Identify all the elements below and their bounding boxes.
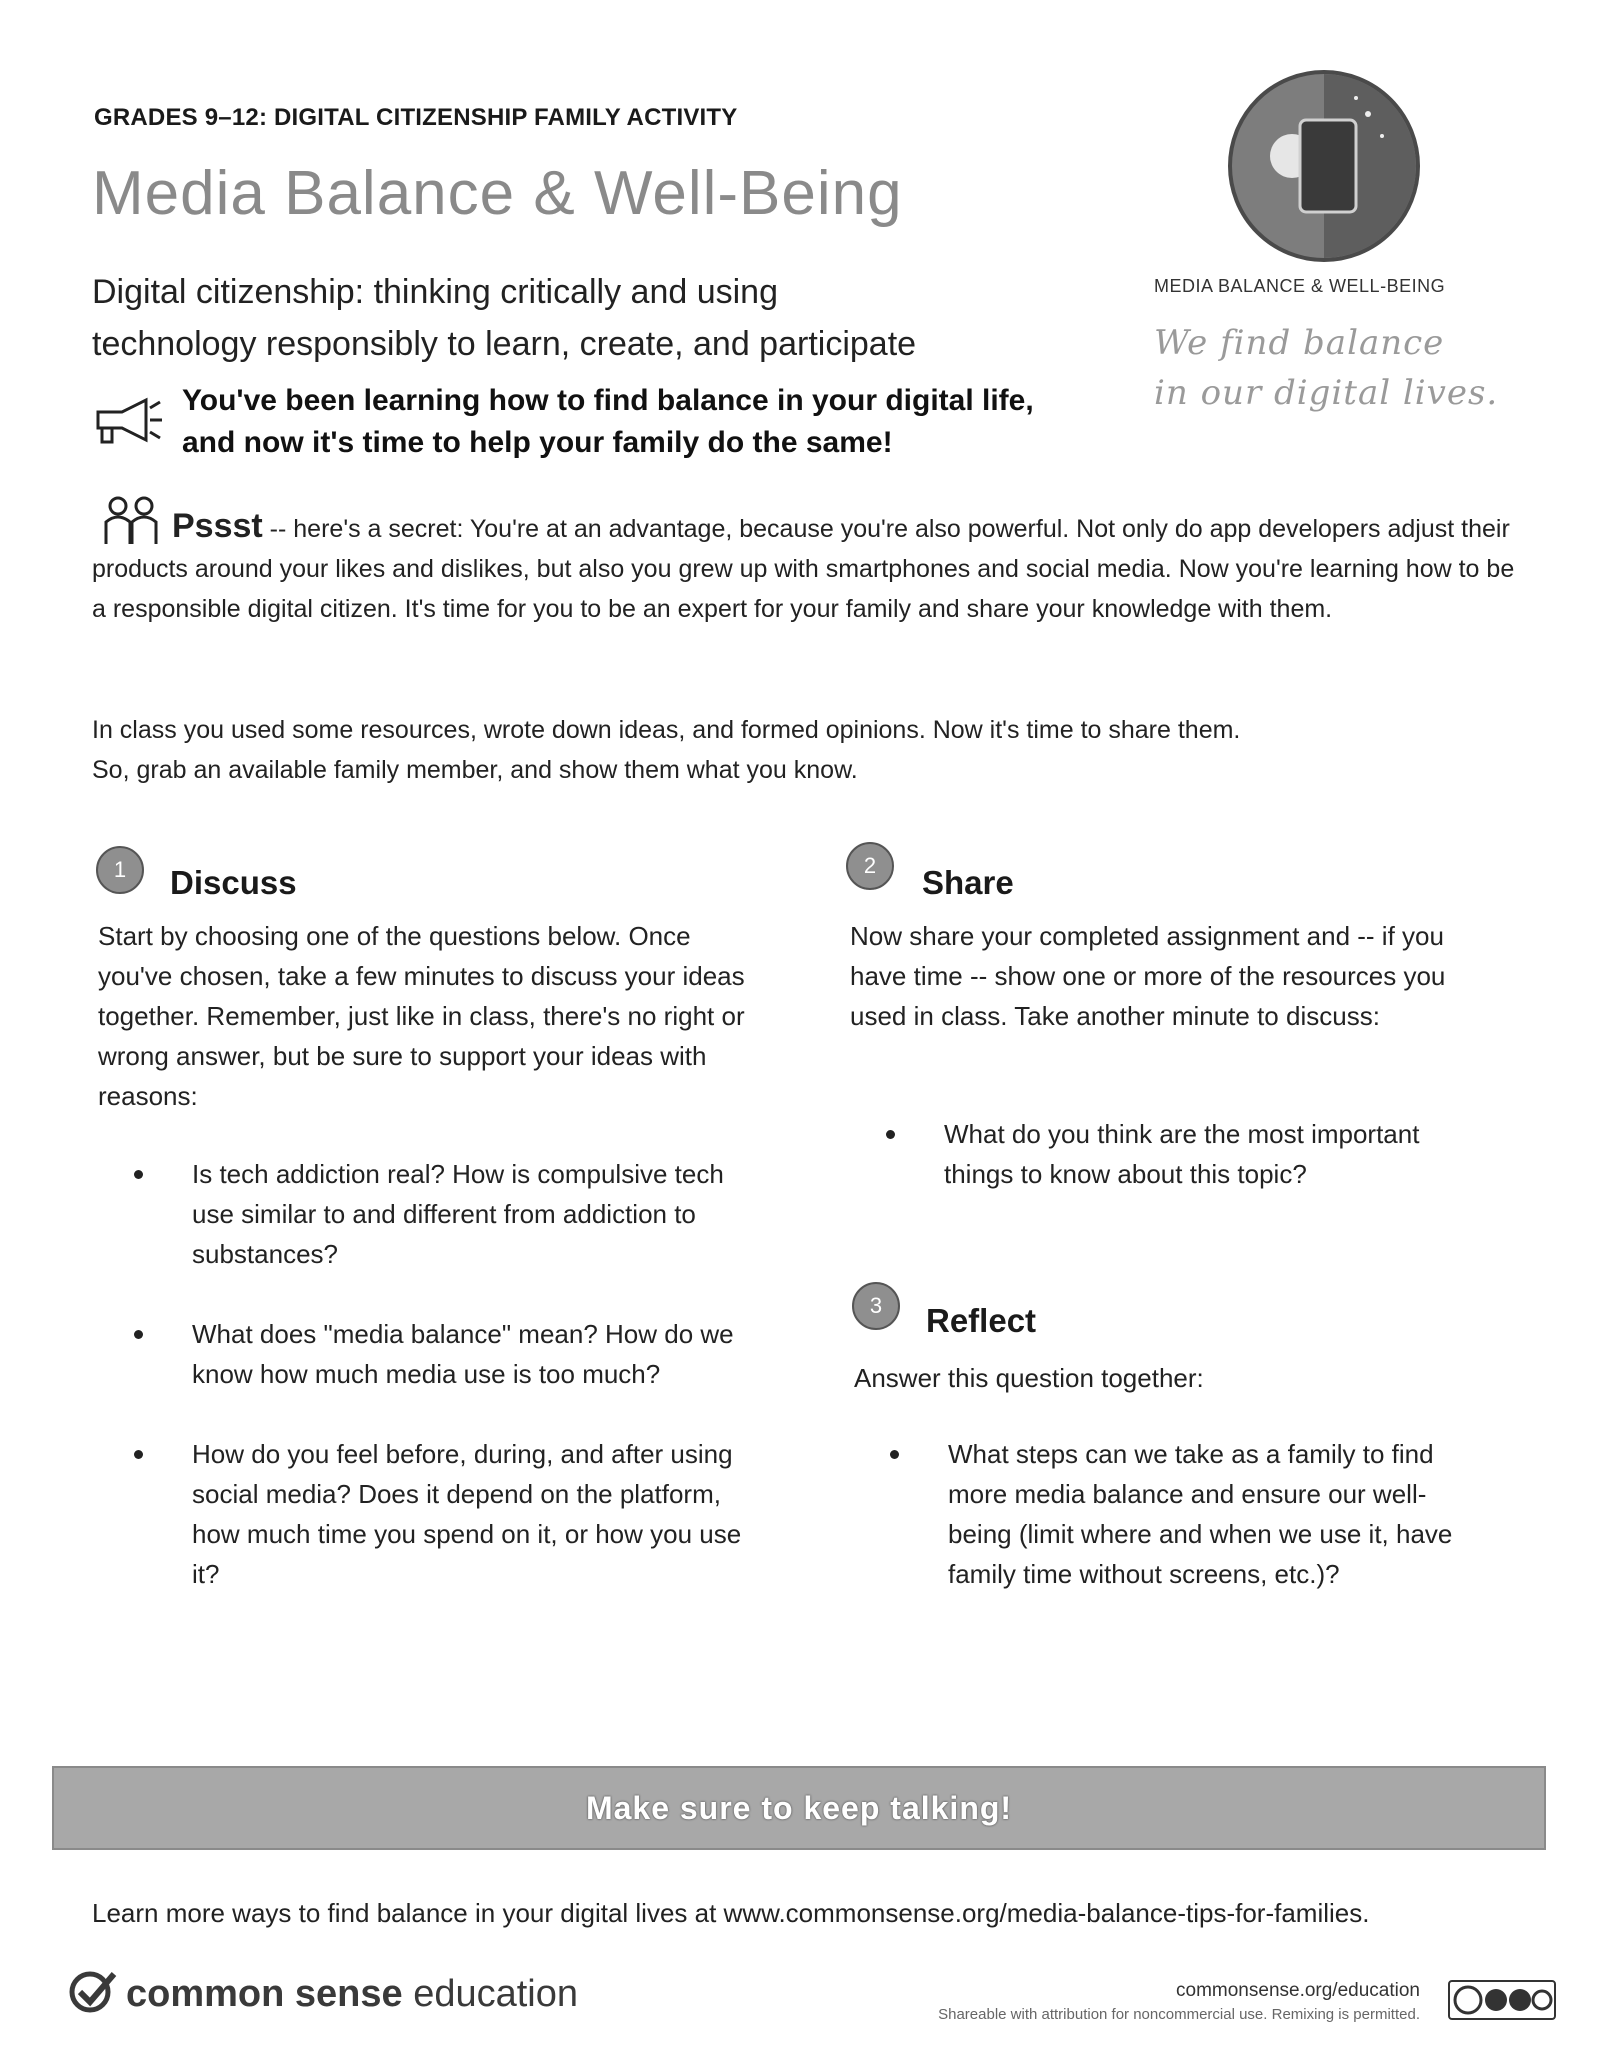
footer-url[interactable]: commonsense.org/education (1176, 1980, 1420, 2001)
brand-strong: common sense (126, 1973, 403, 2015)
megaphone-icon (92, 394, 164, 450)
discuss-title: Discuss (170, 864, 297, 901)
reflect-number-badge: 3 (852, 1282, 900, 1330)
callout (182, 380, 1082, 464)
brand-light: education (402, 1973, 579, 2015)
share-number-badge: 2 (846, 842, 894, 890)
share-questions (850, 1114, 1470, 1234)
motto-line-1: We find balance (1154, 323, 1445, 363)
keep-talking-banner (52, 1766, 1546, 1850)
list-item: Is tech addiction real? How is compulsive tech use similar to and different from addiction to substances? (98, 1154, 758, 1274)
pssst-paragraph (92, 506, 1522, 629)
bullet-icon (134, 1170, 143, 1179)
callout-line-1: You've been learning how to find balance in your digital life, (182, 384, 1034, 417)
brand-logo (68, 1968, 578, 2016)
reflect-questions (854, 1434, 1474, 1634)
badge-logo (1228, 70, 1420, 262)
list-item: How do you feel before, during, and after using social media? Does it depend on the platform, how much time you spend on it, or how you use it? (98, 1434, 758, 1594)
balance-icon (1232, 74, 1416, 258)
class-paragraph (92, 710, 1522, 790)
discuss-questions (98, 1154, 758, 1634)
discuss-number-badge: 1 (96, 846, 144, 894)
bullet-icon (890, 1450, 899, 1459)
subtitle-line-2: technology responsibly to learn, create, and participate (92, 325, 917, 363)
list-item: What steps can we take as a family to find more media balance and ensure our well-being (limit where and when we use it, have family time without screens, etc.)? (854, 1434, 1474, 1594)
bullet-icon (134, 1330, 143, 1339)
list-item: What does "media balance" mean? How do we know how much media use is too much? (98, 1314, 758, 1394)
creative-commons-icon (1448, 1980, 1556, 2020)
subtitle-line-1: Digital citizenship: thinking critically and using (92, 273, 778, 311)
reflect-title: Reflect (926, 1302, 1037, 1339)
discuss-body: Start by choosing one of the questions below. Once you've chosen, take a few minutes to discuss your ideas together. Remember, just like in class, there's no right or wrong answer, but be sure to support your ideas with reasons: (98, 921, 745, 1111)
share-body: Now share your completed assignment and -- if you have time -- show one or more of the resources you used in class. Take another minute to discuss: (850, 921, 1446, 1031)
checkmark-icon (68, 1968, 118, 2014)
share-title: Share (922, 864, 1014, 901)
list-item: What do you think are the most important things to know about this topic? (850, 1114, 1470, 1194)
banner-text: Make sure to keep talking! (585, 1790, 1013, 1826)
pssst-text: -- here's a secret: You're at an advantage, because you're also powerful. Not only do app developers adjust their products around your likes and dislikes, but also you grew up with smartphones and social media. Now you're learning how to be a responsible digital citizen. It's time for you to be an expert for your family and share your knowledge with them. (92, 515, 1515, 623)
badge-label: MEDIA BALANCE & WELL-BEING (1154, 276, 1446, 296)
motto-line-2: in our digital lives. (1154, 373, 1499, 413)
license-note: Shareable with attribution for noncommercial use. Remixing is permitted. (938, 2006, 1420, 2023)
bullet-icon (134, 1450, 143, 1459)
class-line-2: So, grab an available family member, and show them what you know. (92, 756, 858, 784)
grade-line: GRADES 9–12: DIGITAL CITIZENSHIP FAMILY ACTIVITY (94, 104, 738, 131)
pssst-lead: Pssst (172, 507, 263, 545)
reflect-body: Answer this question together: (854, 1363, 1204, 1393)
badge-motto (1154, 318, 1498, 418)
class-line-1: In class you used some resources, wrote down ideas, and formed opinions. Now it's time to share them. (92, 716, 1241, 744)
page-title: Media Balance & Well-Being (92, 159, 903, 228)
learn-more-text: Learn more ways to find balance in your digital lives at www.commonsense.org/media-balance-tips-for-families. (92, 1898, 1370, 1928)
bullet-icon (886, 1130, 895, 1139)
callout-line-2: and now it's time to help your family do the same! (182, 426, 893, 459)
subtitle (92, 266, 992, 370)
